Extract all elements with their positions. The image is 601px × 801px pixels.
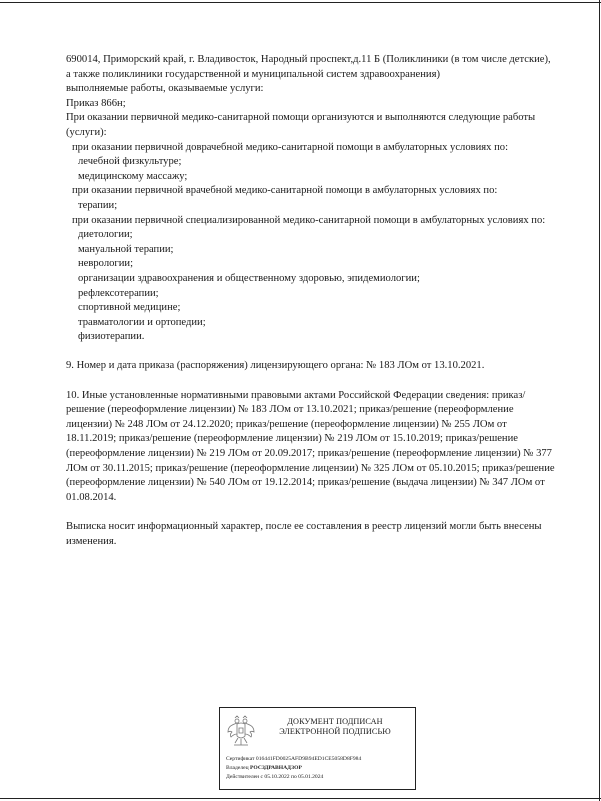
paragraph-spacer <box>66 374 556 389</box>
electronic-signature-stamp <box>219 707 416 790</box>
document-paragraph: лечебной физкультуре; <box>78 156 182 168</box>
signature-title-line2: ЭЛЕКТРОННОЙ ПОДПИСЬЮ <box>279 727 391 736</box>
owner-value: РОСЗДРАВНАДЗОР <box>250 765 302 771</box>
document-paragraph: мануальной терапии; <box>78 243 174 255</box>
signature-title <box>256 717 414 737</box>
paragraph-spacer <box>66 505 556 520</box>
owner-line <box>226 764 302 772</box>
validity-line: Действителен с 05.10.2022 по 05.01.2024 <box>226 774 324 780</box>
document-paragraph: Выписка носит информационный характер, после ее составления в реестр лицензий могли быть внесены изменения. <box>66 521 542 547</box>
document-paragraph: при оказании первичной доврачебной медико-санитарной помощи в амбулаторных условиях по: <box>72 141 509 153</box>
page-top-border <box>0 2 601 3</box>
document-paragraph: 690014, Приморский край, г. Владивосток, Народный проспект,д.11 Б (Поликлиники (в том числе детские), а также поликлиники государственной и муниципальной систем здравоохранения) <box>66 54 551 80</box>
document-paragraph: при оказании первичной врачебной медико-санитарной помощи в амбулаторных условиях по: <box>72 185 498 197</box>
document-paragraph: медицинскому массажу; <box>78 170 188 182</box>
owner-label: Владелец <box>226 765 249 771</box>
document-paragraph: диетологии; <box>78 229 133 241</box>
page-bottom-border <box>0 798 601 799</box>
document-paragraph: при оказании первичной специализированной медико-санитарной помощи в амбулаторных условиях по: <box>72 214 546 226</box>
page-right-border <box>599 0 600 801</box>
document-paragraph: выполняемые работы, оказываемые услуги: <box>66 83 264 95</box>
certificate-value: 016441FD0025AFD9B94ED1CE5058D8F984 <box>255 756 362 762</box>
document-paragraph: терапии; <box>78 199 118 211</box>
document-paragraph: При оказании первичной медико-санитарной помощи организуются и выполняются следующие работы (услуги): <box>66 112 536 138</box>
document-paragraph: неврологии; <box>78 258 134 270</box>
document-paragraph: организации здравоохранения и общественному здоровью, эпидемиологии; <box>78 272 420 284</box>
document-paragraph: рефлексотерапии; <box>78 287 159 299</box>
document-paragraph: физиотерапии. <box>78 331 145 343</box>
signature-title-line1: ДОКУМЕНТ ПОДПИСАН <box>287 717 383 726</box>
paragraph-spacer <box>66 345 556 360</box>
document-paragraph: 10. Иные установленные нормативными правовыми актами Российской Федерации сведения: приказ/решение (переоформление лицензии) № 183 ЛОм от 13.10.2021; приказ/решение (переоформление лицензии) № 248 ЛОм от 24.12.2020; приказ/решение (переоформление лицензии) № 255 ЛОм от 18.11.2019; приказ/решение (переоформление лицензии) № 219 ЛОм от 15.10.2019; приказ/решение (переоформление лицензии) № 219 ЛОм от 20.09.2017; приказ/решение (переоформление лицензии) № 377 ЛОм от 30.11.2015; приказ/решение (переоформление лицензии) № 325 ЛОм от 05.10.2015; приказ/решение (переоформление лицензии) № 540 ЛОм от 19.12.2014; приказ/решение (выдача лицензии) № 347 ЛОм от 01.08.2014. <box>66 389 555 503</box>
certificate-label: Сертификат <box>226 756 255 762</box>
russian-coat-of-arms-icon <box>226 714 256 750</box>
certificate-line <box>226 755 361 763</box>
document-paragraph: травматологии и ортопедии; <box>78 316 206 328</box>
document-body <box>66 53 556 549</box>
document-paragraph: 9. Номер и дата приказа (распоряжения) лицензирующего органа: № 183 ЛОм от 13.10.2021. <box>66 360 485 372</box>
document-paragraph: спортивной медицине; <box>78 302 181 314</box>
document-paragraph: Приказ 866н; <box>66 97 126 109</box>
